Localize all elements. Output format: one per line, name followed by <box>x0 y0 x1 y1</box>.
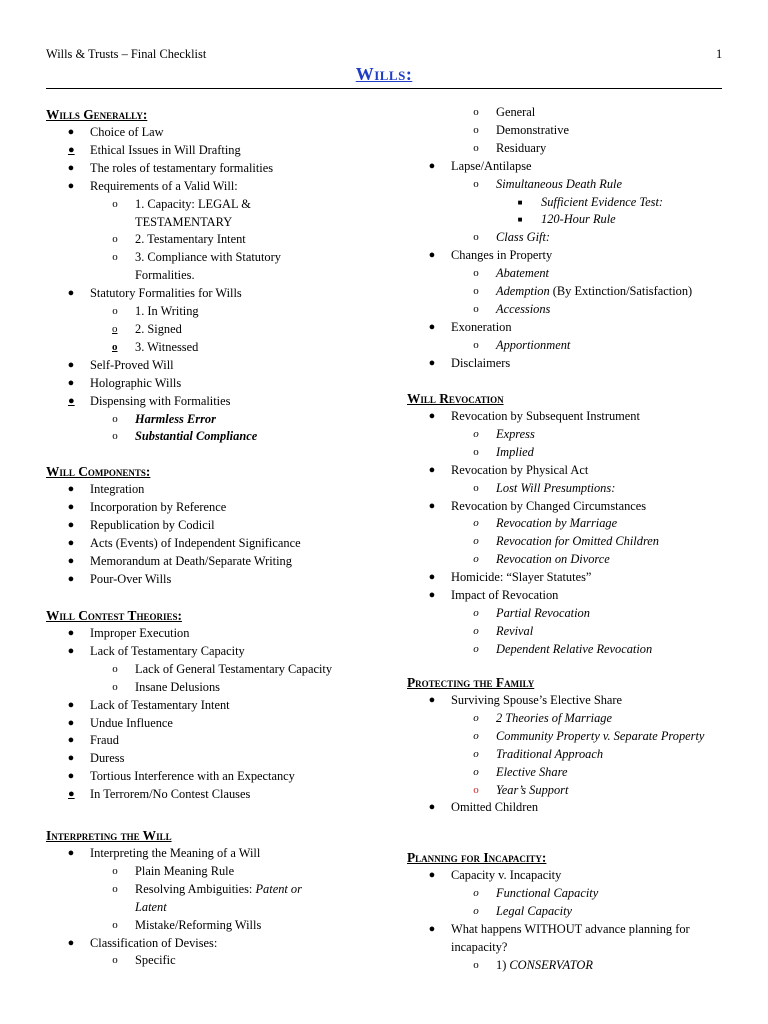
list-item: ● Choice of Law <box>46 124 316 142</box>
section-incapacity <box>407 849 725 974</box>
bullet: o <box>112 918 118 931</box>
list-item: ● Revocation by Changed Circumstances <box>407 498 659 516</box>
bullet: o <box>473 606 479 619</box>
bullet: ● <box>428 922 436 935</box>
list-item: ● Surviving Spouse’s Elective Share <box>407 692 717 710</box>
bullet: ● <box>67 698 75 711</box>
list-item: ● Undue Influence <box>46 715 332 733</box>
section-wills-generally <box>46 106 316 446</box>
bullet: o <box>473 711 479 724</box>
list-item: o 2 Theories of Marriage <box>407 710 717 728</box>
bullet: ● <box>428 869 436 881</box>
bullet: o <box>473 958 479 971</box>
list-item: ● Acts (Events) of Independent Significance <box>46 535 301 553</box>
list-item: ● Revocation by Physical Act <box>407 462 659 480</box>
list-item: o Lack of General Testamentary Capacity <box>46 661 332 679</box>
list-item: o Insane Delusions <box>46 679 332 697</box>
section-interpreting <box>46 827 336 970</box>
bullet: o <box>473 267 479 280</box>
list-item: ● Classification of Devises: <box>46 935 336 953</box>
bullet: ● <box>428 463 436 476</box>
list-item: o 1) CONSERVATOR <box>407 957 725 975</box>
bullet: o <box>473 747 479 760</box>
list-item: ● Statutory Formalities for Wills <box>46 285 316 303</box>
title-rule <box>46 88 722 89</box>
section-devises-cont <box>407 104 692 373</box>
bullet: o <box>112 233 118 246</box>
bullet: o <box>473 517 479 530</box>
list-item: o Revocation on Divorce <box>407 551 659 569</box>
section-will-revocation <box>407 390 659 659</box>
bullet: ● <box>67 161 75 174</box>
bullet: ● <box>428 249 436 262</box>
list-item: ● Omitted Children <box>407 799 717 817</box>
bullet: o <box>112 322 118 335</box>
bullet: ● <box>67 734 75 747</box>
bullet: ● <box>67 179 75 192</box>
list-item: o Class Gift: <box>407 229 692 247</box>
bullet: ● <box>428 801 436 814</box>
list-item: o 1. In Writing <box>46 303 316 321</box>
list-item: o Partial Revocation <box>407 605 659 623</box>
list-item: ● Integration <box>46 481 301 499</box>
bullet: o <box>473 445 479 458</box>
list-item: ● Duress <box>46 750 332 768</box>
section-will-components <box>46 463 301 588</box>
list-item: o Elective Share <box>407 764 717 782</box>
list-item: ■ Sufficient Evidence Test: <box>407 194 692 212</box>
bullet: ● <box>428 694 436 706</box>
list-item: o Residuary <box>407 140 692 158</box>
list-item: o Substantial Compliance <box>46 428 316 446</box>
list-item: o Community Property v. Separate Property <box>407 728 717 746</box>
section-title: Planning for Incapacity: <box>407 850 547 865</box>
list-item: o Harmless Error <box>46 411 316 429</box>
list-item: ● Lapse/Antilapse <box>407 158 692 176</box>
list-item: o Apportionment <box>407 337 692 355</box>
bullet: o <box>473 783 479 796</box>
list-item: ● Capacity v. Incapacity <box>407 867 725 885</box>
bullet: ● <box>68 394 75 407</box>
list-item: ● Impact of Revocation <box>407 587 659 605</box>
bullet: o <box>473 427 479 440</box>
list-item: ● Revocation by Subsequent Instrument <box>407 408 659 426</box>
list-item: o 2. Testamentary Intent <box>46 231 316 249</box>
bullet: ● <box>67 936 75 949</box>
list-item: ● Requirements of a Valid Will: <box>46 178 316 196</box>
bullet: o <box>112 882 118 895</box>
list-item: ● Homicide: “Slayer Statutes” <box>407 569 659 587</box>
section-title: Will Revocation <box>407 391 504 406</box>
bullet: ● <box>68 788 75 801</box>
bullet: ● <box>428 159 436 172</box>
list-item: ● Self-Proved Will <box>46 357 316 375</box>
bullet: o <box>112 340 118 353</box>
bullet: o <box>112 954 118 967</box>
bullet: o <box>473 177 479 190</box>
list-item: ● What happens WITHOUT advance planning for incapacity? <box>407 921 725 957</box>
list-item: ● Disclaimers <box>407 355 692 373</box>
list-item: o Revocation by Marriage <box>407 515 659 533</box>
section-title: Protecting the Family <box>407 675 535 690</box>
bullet: o <box>112 412 118 425</box>
bullet: o <box>112 197 118 210</box>
bullet: o <box>473 886 479 899</box>
bullet: o <box>473 338 479 351</box>
bullet: o <box>473 642 479 655</box>
list-item: ● Holographic Wills <box>46 375 316 393</box>
list-item: o Implied <box>407 444 659 462</box>
bullet: o <box>112 864 118 877</box>
list-item: o 2. Signed <box>46 321 316 339</box>
bullet: ● <box>67 644 75 657</box>
bullet: o <box>473 481 479 494</box>
bullet: ● <box>428 410 436 422</box>
bullet: ● <box>67 358 75 371</box>
section-protecting-family <box>407 674 717 817</box>
bullet: ● <box>428 589 436 602</box>
bullet: ● <box>67 627 75 639</box>
bullet: ■ <box>517 197 523 207</box>
list-item: ● Interpreting the Meaning of a Will <box>46 845 336 863</box>
bullet: o <box>112 430 118 443</box>
bullet: o <box>473 624 479 637</box>
bullet: ● <box>67 500 75 513</box>
list-item: ● Tortious Interference with an Expectancy <box>46 768 332 786</box>
section-title: Will Contest Theories: <box>46 608 182 623</box>
section-will-contest <box>46 607 332 804</box>
list-item: o Simultaneous Death Rule <box>407 176 692 194</box>
bullet: o <box>473 302 479 315</box>
bullet: ● <box>67 847 75 859</box>
bullet: o <box>473 106 479 118</box>
bullet: o <box>473 765 479 778</box>
bullet: o <box>473 285 479 298</box>
list-item: o 3. Compliance with Statutory Formalities. <box>46 249 316 285</box>
header-left: Wills & Trusts – Final Checklist <box>46 47 207 61</box>
bullet: ● <box>67 536 75 549</box>
section-title: Wills Generally: <box>46 107 148 122</box>
bullet: ● <box>67 126 75 138</box>
bullet: ● <box>428 571 436 584</box>
page-title: Wills: <box>355 64 413 84</box>
bullet: o <box>473 231 479 244</box>
bullet: ● <box>67 287 75 300</box>
list-item: o Mistake/Reforming Wills <box>46 917 336 935</box>
list-item: o Revocation for Omitted Children <box>407 533 659 551</box>
bullet: o <box>473 123 479 136</box>
bullet: ● <box>67 554 75 567</box>
bullet: o <box>473 553 479 566</box>
list-item: ● In Terrorem/No Contest Clauses <box>46 786 332 804</box>
list-item: ● Exoneration <box>407 319 692 337</box>
list-item: o Plain Meaning Rule <box>46 863 336 881</box>
list-item: ● Lack of Testamentary Capacity <box>46 643 332 661</box>
bullet: o <box>473 729 479 742</box>
bullet: ● <box>68 143 75 156</box>
section-title: Interpreting the Will <box>46 828 172 843</box>
bullet: ● <box>67 716 75 729</box>
list-item: o Abatement <box>407 265 692 283</box>
list-item: o Express <box>407 426 659 444</box>
list-item: ● Fraud <box>46 732 332 750</box>
list-item: ● Memorandum at Death/Separate Writing <box>46 553 301 571</box>
list-item: o Specific <box>46 952 336 970</box>
bullet: ● <box>67 483 75 495</box>
bullet: ● <box>428 499 436 512</box>
list-item: o General <box>407 104 692 122</box>
list-item: o Traditional Approach <box>407 746 717 764</box>
list-item: o Ademption (By Extinction/Satisfaction) <box>407 283 692 301</box>
list-item: o Accessions <box>407 301 692 319</box>
list-item: ■ 120-Hour Rule <box>407 211 692 229</box>
bullet: ● <box>67 518 75 531</box>
list-item: o Lost Will Presumptions: <box>407 480 659 498</box>
list-item: o 1. Capacity: LEGAL & TESTAMENTARY <box>46 196 306 232</box>
section-title: Will Components: <box>46 464 151 479</box>
list-item: o Demonstrative <box>407 122 692 140</box>
bullet: ● <box>67 572 75 585</box>
list-item: o Resolving Ambiguities: Patent or Latent <box>46 881 336 917</box>
bullet: o <box>112 305 118 318</box>
list-item: ● Changes in Property <box>407 247 692 265</box>
list-item: ● Dispensing with Formalities <box>46 393 316 411</box>
bullet: o <box>112 680 118 693</box>
bullet: ● <box>428 320 436 333</box>
bullet: ● <box>67 752 75 765</box>
list-item: o Revival <box>407 623 659 641</box>
bullet: o <box>112 251 118 264</box>
list-item: ● Lack of Testamentary Intent <box>46 697 332 715</box>
bullet: ● <box>67 376 75 389</box>
list-item: o Year’s Support <box>407 782 717 800</box>
list-item: ● Ethical Issues in Will Drafting <box>46 142 316 160</box>
page-number: 1 <box>716 47 723 61</box>
list-item: ● Republication by Codicil <box>46 517 301 535</box>
bullet: ● <box>428 356 436 369</box>
bullet: o <box>473 904 479 917</box>
bullet: ■ <box>517 215 523 225</box>
bullet: o <box>473 535 479 548</box>
list-item: o Functional Capacity <box>407 885 725 903</box>
bullet: o <box>473 141 479 154</box>
list-item: ● Incorporation by Reference <box>46 499 301 517</box>
list-item: ● The roles of testamentary formalities <box>46 160 316 178</box>
list-item: ● Pour-Over Wills <box>46 571 301 589</box>
list-item: o 3. Witnessed <box>46 339 316 357</box>
bullet: o <box>112 662 118 675</box>
list-item: o Legal Capacity <box>407 903 725 921</box>
bullet: ● <box>67 770 75 783</box>
list-item: ● Improper Execution <box>46 625 332 643</box>
list-item: o Dependent Relative Revocation <box>407 641 659 659</box>
